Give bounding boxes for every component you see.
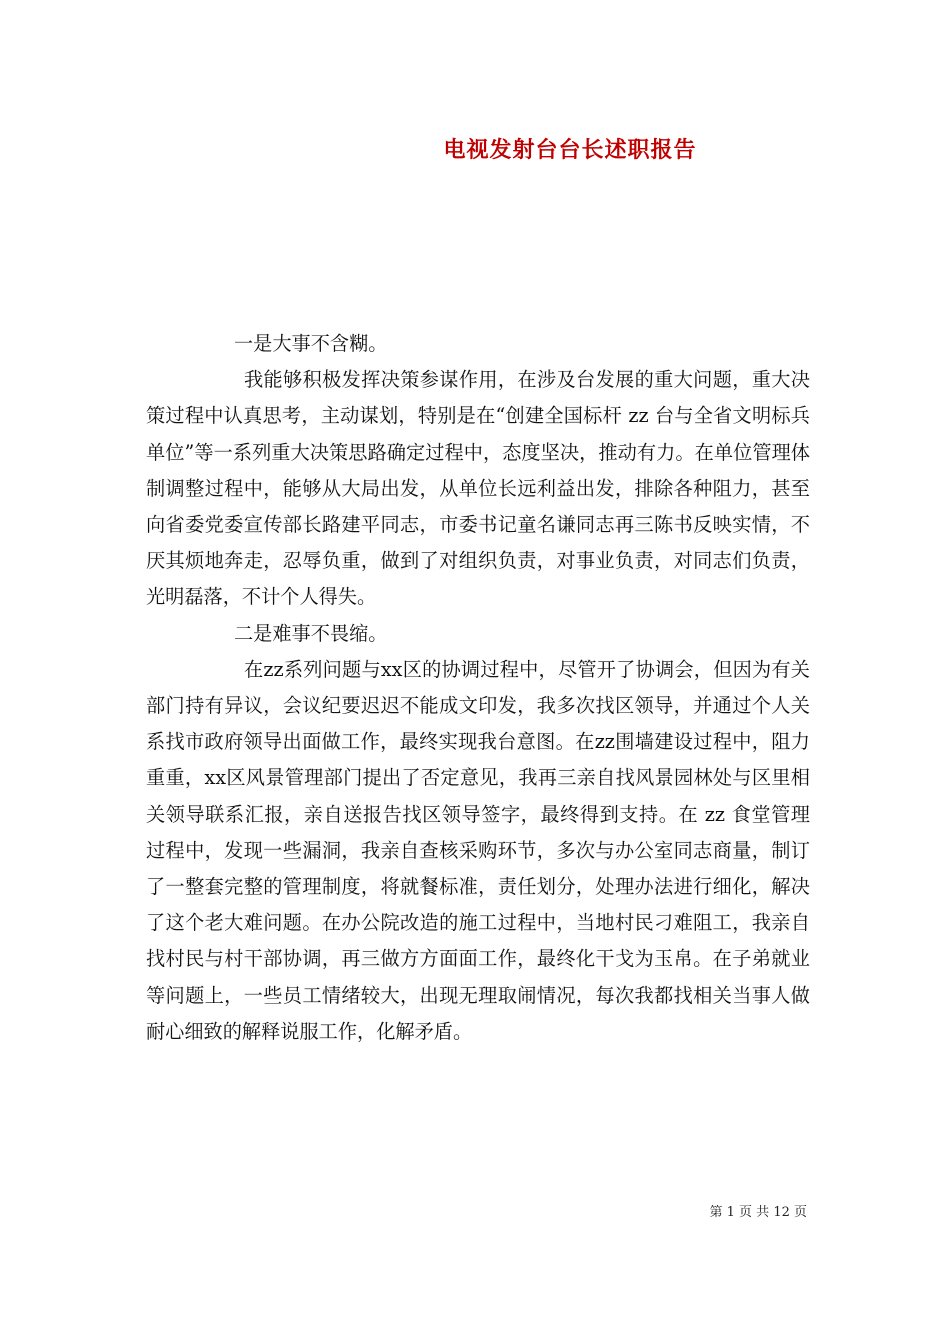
section-paragraph-1: 我能够积极发挥决策参谋作用，在涉及台发展的重大问题，重大决策过程中认真思考，主动谋划，特别是在“创建全国标杆 zz 台与全省文明标兵单位”等一系列重大决策思路确定过程中，态度坚决，推动有力。在单位管理体制调整过程中，能够从大局出发，从单位长远利益出发，排除各种阻力，甚至向省委党委宣传部长路建平同志，市委书记童名谦同志再三陈书反映实情，不厌其烦地奔走，忍辱负重，做到了对组织负责，对事业负责，对同志们负责，光明磊落，不计个人得失。 [146, 368, 810, 609]
document-body [146, 326, 810, 1050]
document-title: 电视发射台台长述职报告 [443, 137, 697, 163]
page-number-footer: 第 1 页 共 12 页 [709, 1205, 807, 1220]
section-heading-1: 一是大事不含糊。 [234, 332, 388, 355]
section-heading-2: 二是难事不畏缩。 [234, 621, 388, 645]
section-paragraph-2: 在zz系列问题与xx区的协调过程中，尽管开了协调会，但因为有关部门持有异议，会议纪要迟迟不能成文印发，我多次找区领导，并通过个人关系找市政府领导出面做工作，最终实现我台意图。在zz围墙建设过程中，阻力重重，xx区风景管理部门提出了否定意见，我再三亲自找风景园林处与区里相关领导联系汇报，亲自送报告找区领导签字，最终得到支持。在 zz 食堂管理过程中，发现一些漏洞，我亲自查核采购环节，多次与办公室同志商量，制订了一整套完整的管理制度，将就餐标准，责任划分，处理办法进行细化，解决了这个老大难问题。在办公院改造的施工过程中，当地村民刁难阻工，我亲自找村民与村干部协调，再三做方方面面工作，最终化干戈为玉帛。在子弟就业等问题上，一些员工情绪较大，出现无理取闹情况，每次我都找相关当事人做耐心细致的解释说服工作，化解矛盾。 [146, 657, 810, 1043]
